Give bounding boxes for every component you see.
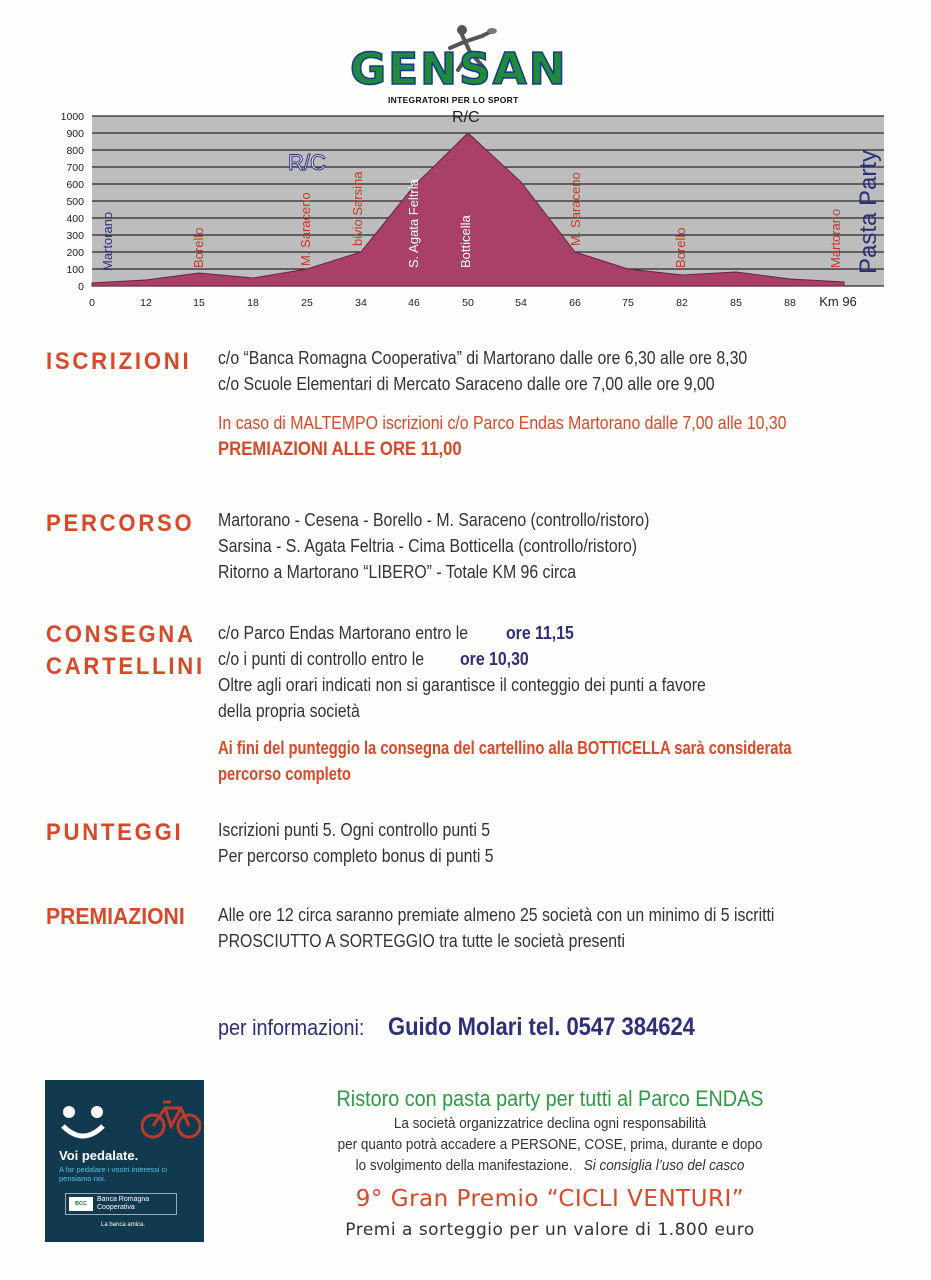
x-tick-label: Km 96 [819,294,857,309]
x-tick-label: 15 [193,297,205,309]
place-label: Martorano [100,211,115,271]
x-tick-label: 46 [408,297,420,309]
place-label: M. Saraceno [568,172,583,246]
x-tick-label: 75 [622,297,634,309]
brand-logo: GENSAN [350,44,568,95]
x-tick-label: 66 [569,297,581,309]
premiazioni-line-2: PROSCIUTTO A SORTEGGIO tra tutte le società presenti [218,931,625,951]
disclaimer-line-3 [262,1155,838,1176]
percorso-line-1: Martorano - Cesena - Borello - M. Saraceno (controllo/ristoro) [218,510,650,530]
info-label: per informazioni: [218,1015,365,1040]
y-tick-label: 500 [66,196,84,208]
bicycle-icon [141,1092,201,1142]
punteggi-line-2: Per percorso completo bonus di punti 5 [218,846,494,866]
elevation-profile [40,106,890,316]
bank-logo: BCC [69,1197,93,1211]
y-tick-label: 900 [66,128,84,140]
brand-tagline: INTEGRATORI PER LO SPORT [388,95,519,105]
x-tick-label: 25 [301,297,313,309]
x-tick-label: 0 [89,297,95,309]
rc-label-summit: R/C [452,109,480,126]
botticella-note-2: percorso completo [218,764,351,784]
prize-line: Premi a sorteggio per un valore di 1.800 euro [345,1220,755,1240]
place-label: Martorano [828,208,843,268]
bank-ad [45,1080,204,1242]
botticella-note-1: Ai fini del punteggio la consegna del cartellino alla BOTTICELLA sarà considerata [218,738,792,758]
place-label: Botticella [458,215,473,268]
y-tick-label: 700 [66,162,84,174]
consegna-line-2: c/o i punti di controllo entro le [218,649,425,669]
pasta-party-label: Pasta Party [855,149,882,274]
iscrizioni-line-2: c/o Scuole Elementari di Mercato Saraceno dalle ore 7,00 alle ore 9,00 [218,374,715,394]
disclaimer-line-2: per quanto potrà accadere a PERSONE, COSE, prima, durante e dopo [337,1136,763,1153]
ad-headline: Voi pedalate. [59,1148,139,1163]
y-tick-label: 800 [66,145,84,157]
disclaimer-line-1: La società organizzatrice declina ogni responsabilità [393,1115,707,1132]
bank-name: Banca Romagna Cooperativa [97,1196,150,1211]
heading-iscrizioni: ISCRIZIONI [46,348,192,375]
y-tick-label: 0 [78,281,84,293]
maltempo-note: In caso di MALTEMPO iscrizioni c/o Parco Endas Martorano dalle 7,00 alle 10,30 [218,413,787,433]
place-label: M. Saraceno [298,192,313,266]
x-tick-label: 88 [784,297,796,309]
gran-premio-title: 9° Gran Premio “CICLI VENTURI” [355,1186,745,1212]
info-contact: Guido Molari tel. 0547 384624 [388,1013,695,1041]
x-tick-label: 82 [676,297,688,309]
consegna-line-1: c/o Parco Endas Martorano entro le [218,623,469,643]
punteggi-line-1: Iscrizioni punti 5. Ogni controllo punti 5 [218,820,491,840]
bank-motto: La banca amica. [101,1222,146,1228]
consegna-time-2: ore 10,30 [460,649,529,669]
y-tick-label: 1000 [60,111,84,123]
y-tick-label: 200 [66,247,84,259]
y-tick-label: 100 [66,264,84,276]
y-tick-label: 400 [66,213,84,225]
ristoro-line: Ristoro con pasta party per tutti al Parco ENDAS [336,1086,764,1111]
disclaimer-line-3-text: lo svolgimento della manifestazione. [355,1157,573,1174]
ad-tagline: A far pedalare i vostri interessi ci pensiamo noi. [59,1165,167,1183]
helmet-advice: Si consiglia l’uso del casco [583,1157,745,1174]
heading-premiazioni: PREMIAZIONI [46,903,185,929]
y-tick-label: 600 [66,179,84,191]
x-tick-label: 50 [462,297,474,309]
consegna-line-4: della propria società [218,701,360,721]
heading-cartellini: CARTELLINI [46,653,205,680]
consegna-time-1: ore 11,15 [506,623,574,643]
premiazioni-line-1: Alle ore 12 circa saranno premiate almeno 25 società con un minimo di 5 iscritti [218,905,775,925]
x-tick-label: 12 [140,297,152,309]
y-tick-label: 300 [66,230,84,242]
heading-consegna: CONSEGNA [46,621,196,648]
rc-label: R/C [288,150,326,175]
premiazioni-time: PREMIAZIONI ALLE ORE 11,00 [218,439,462,460]
x-tick-label: 18 [247,297,259,309]
x-tick-label: 85 [730,297,742,309]
disclaimer [262,1113,838,1176]
percorso-line-2: Sarsina - S. Agata Feltria - Cima Botticella (controllo/ristoro) [218,536,638,556]
smiley-icon [59,1102,115,1146]
percorso-line-3: Ritorno a Martorano “LIBERO” - Totale KM 96 circa [218,562,577,582]
heading-percorso: PERCORSO [46,510,195,537]
place-label: bivio Sarsina [350,171,365,246]
x-tick-label: 34 [355,297,367,309]
x-tick-label: 54 [515,297,527,309]
iscrizioni-line-1: c/o “Banca Romagna Cooperativa” di Martorano dalle ore 6,30 alle ore 8,30 [218,348,748,368]
heading-punteggi: PUNTEGGI [46,819,184,846]
place-label: Borello [673,227,688,268]
place-label: Borello [191,227,206,268]
place-label: S. Agata Feltria [406,179,421,268]
consegna-line-3: Oltre agli orari indicati non si garantisce il conteggio dei punti a favore [218,675,706,695]
